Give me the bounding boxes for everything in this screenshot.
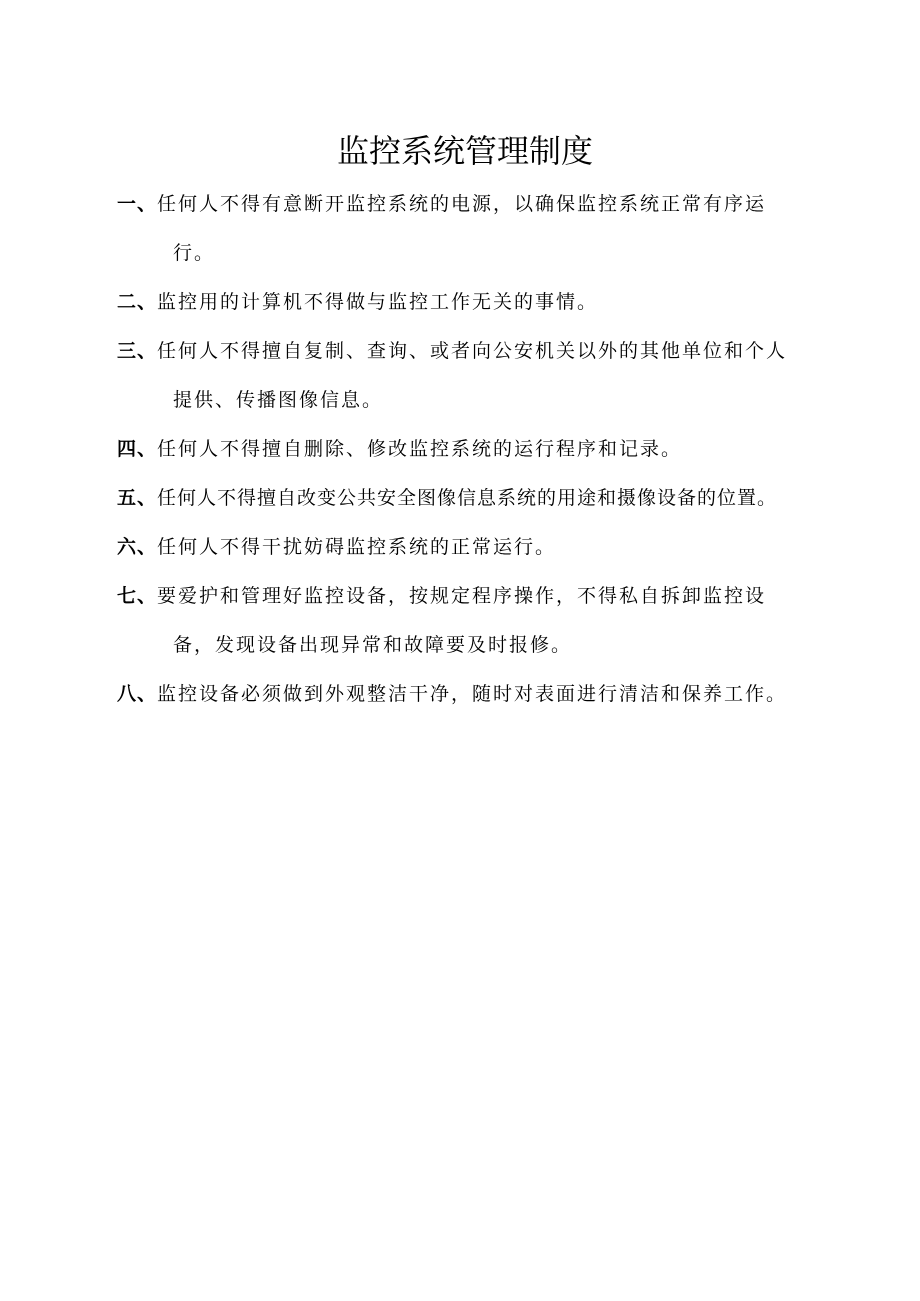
rule-text: 任何人不得有意断开监控系统的电源，以确保监控系统正常有序运 (157, 193, 767, 215)
rule-text: 任何人不得擅自改变公共安全图像信息系统的用途和摄像设备的位置。 (157, 487, 778, 509)
rule-item-5 (117, 486, 777, 510)
rule-number: 六、 (117, 536, 158, 558)
rule-text: 任何人不得干扰妨碍监控系统的正常运行。 (157, 536, 557, 558)
rule-text: 任何人不得擅自复制、查询、或者向公安机关以外的其他单位和个人 (157, 340, 788, 362)
rule-continuation-1: 行。 (173, 242, 216, 264)
rule-item-7 (117, 584, 766, 608)
rule-text: 监控用的计算机不得做与监控工作无关的事情。 (157, 291, 599, 313)
rule-number: 五、 (117, 487, 158, 509)
rule-number: 三、 (117, 340, 158, 362)
document-title: 监控系统管理制度 (336, 132, 593, 170)
rule-item-2 (117, 290, 598, 314)
rule-number: 八、 (117, 683, 158, 705)
rule-text: 任何人不得擅自删除、修改监控系统的运行程序和记录。 (157, 438, 683, 460)
rule-item-8 (117, 682, 787, 706)
rule-text: 监控设备必须做到外观整洁干净，随时对表面进行清洁和保养工作。 (157, 683, 788, 705)
rule-item-4 (117, 437, 682, 461)
rule-text: 要爱护和管理好监控设备，按规定程序操作，不得私自拆卸监控设 (157, 585, 767, 607)
rule-item-3 (117, 339, 787, 363)
rule-item-1 (117, 192, 766, 216)
rule-continuation-7: 备，发现设备出现异常和故障要及时报修。 (173, 634, 573, 656)
rule-number: 一、 (117, 193, 158, 215)
rule-number: 四、 (117, 438, 158, 460)
rule-item-6 (117, 535, 556, 559)
rule-number: 二、 (117, 291, 158, 313)
rule-continuation-3: 提供、传播图像信息。 (173, 389, 384, 411)
rule-number: 七、 (117, 585, 158, 607)
